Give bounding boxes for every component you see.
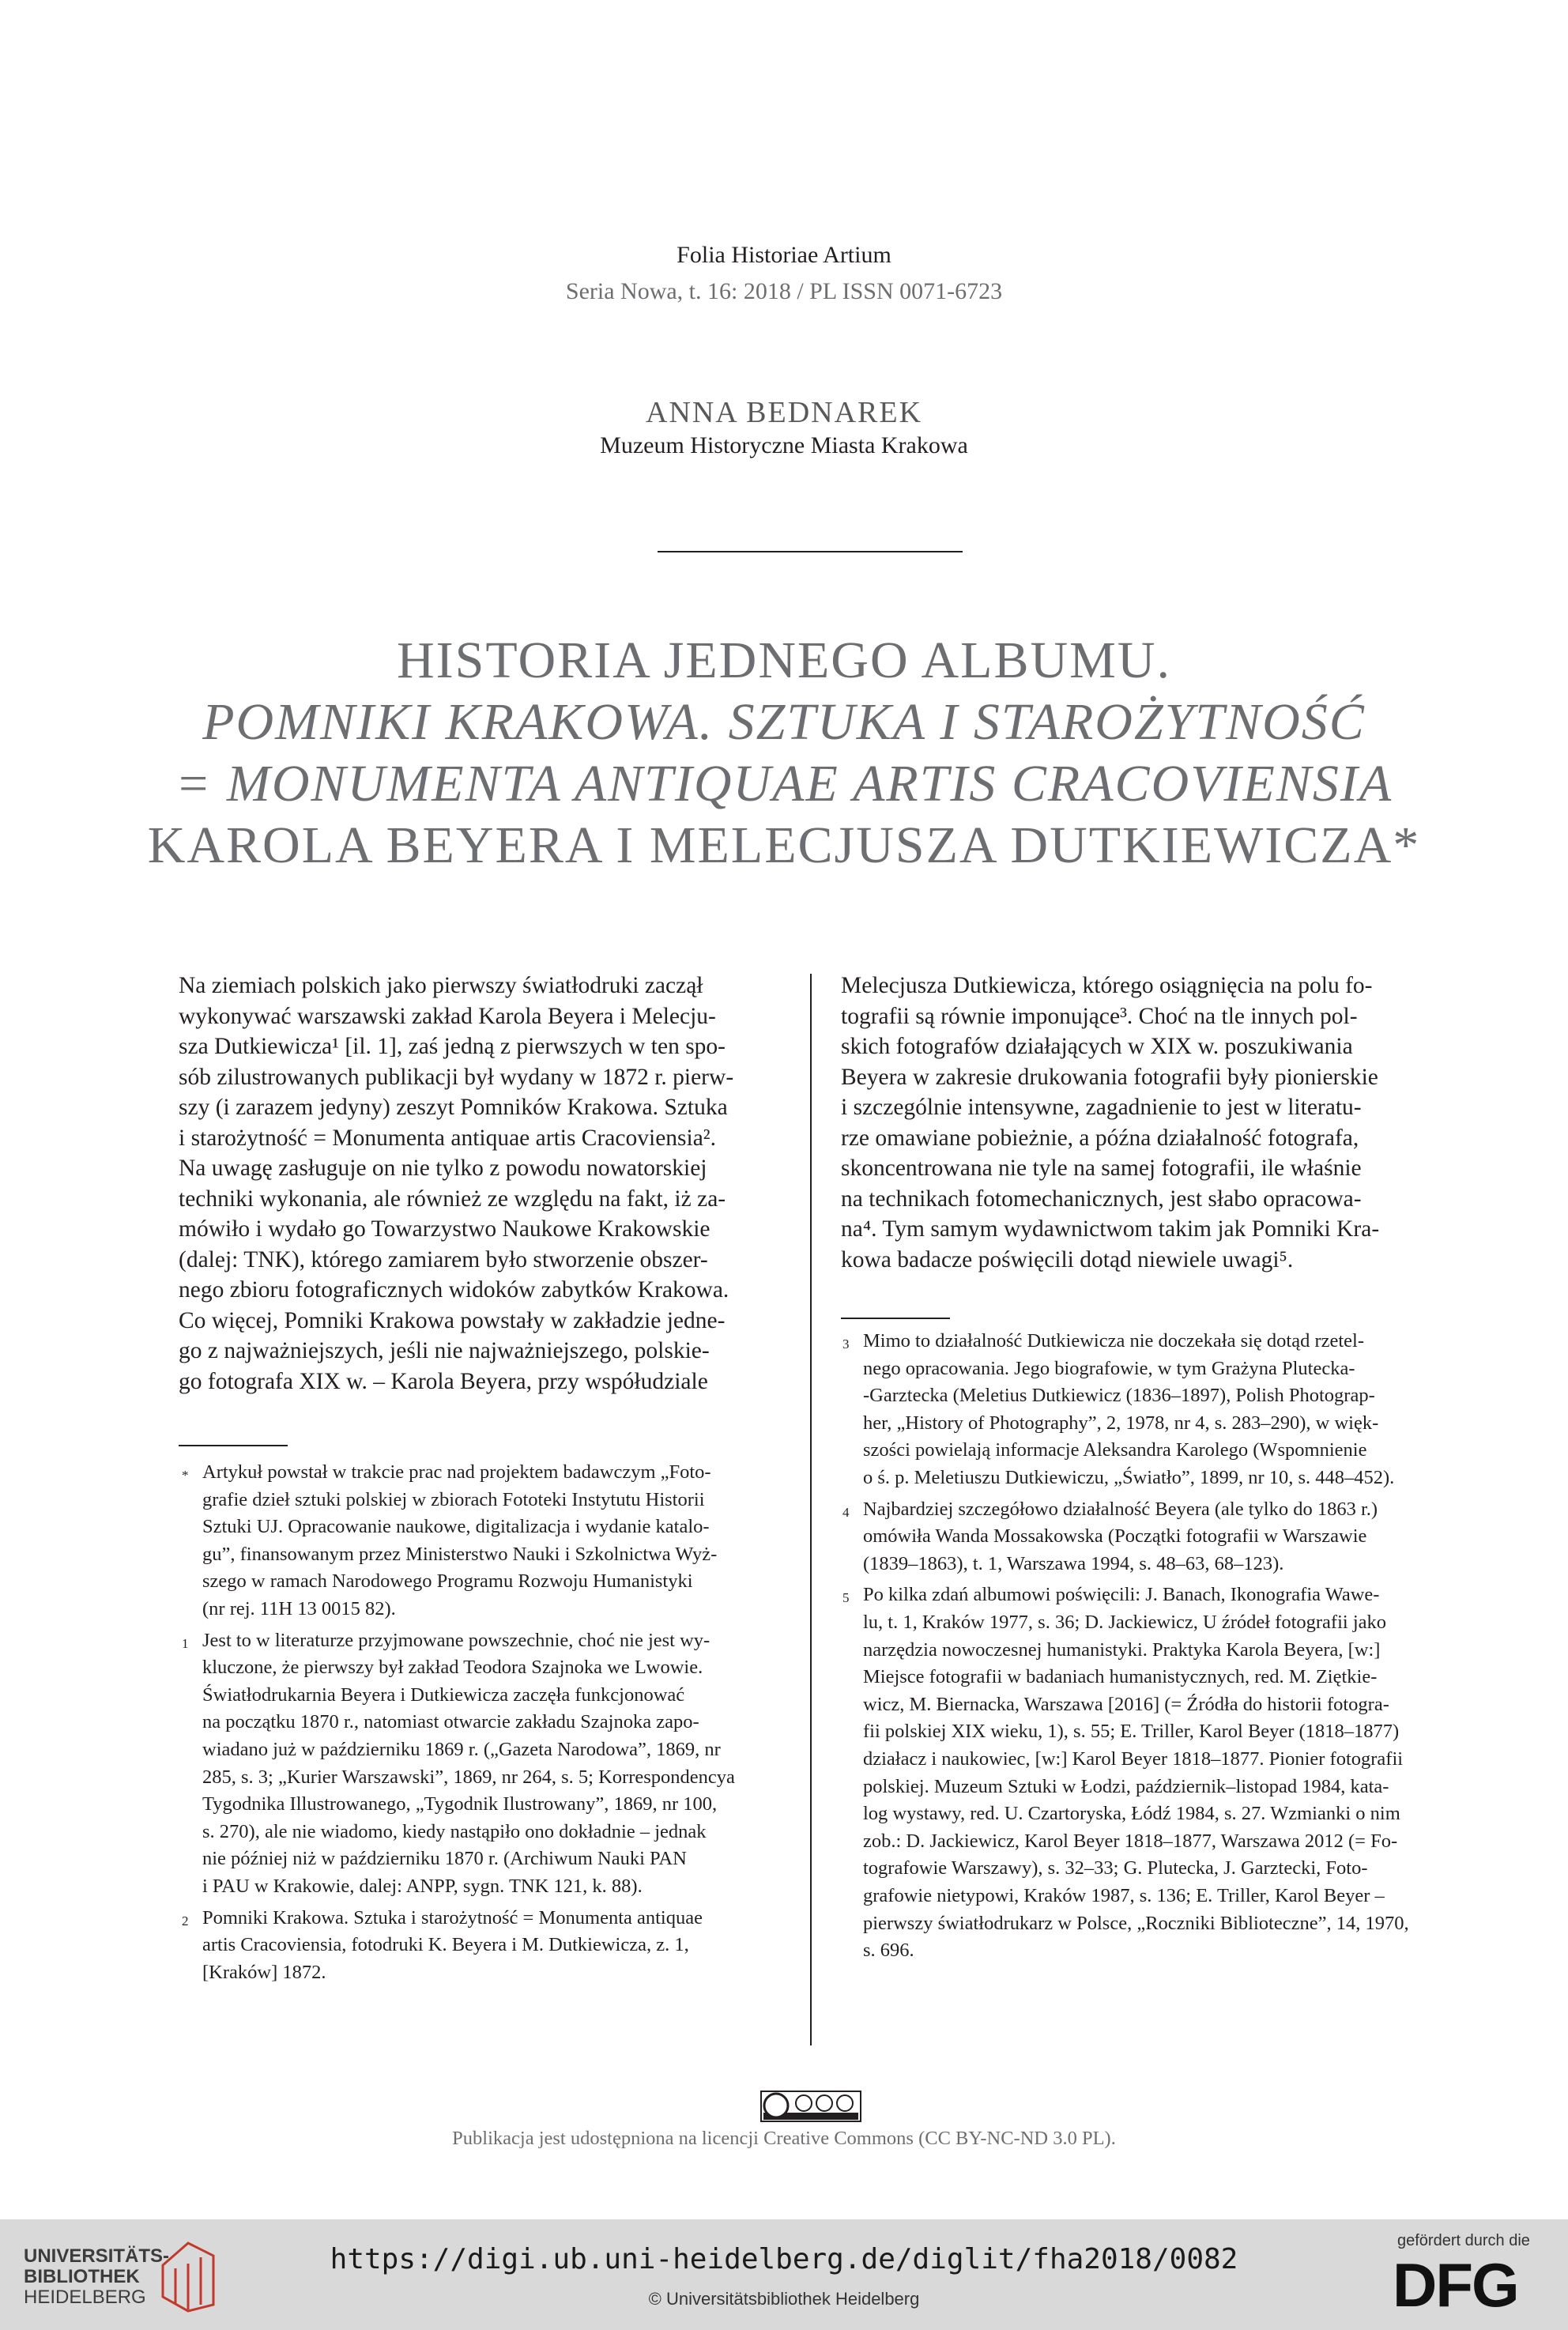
permalink-url[interactable]: https://digi.ub.uni-heidelberg.de/diglit/fha2018/0082 <box>330 2243 1238 2275</box>
footnote-line: polskiej. Muzeum Sztuki w Łodzi, październik–listopad 1984, kata- <box>863 1775 1389 1797</box>
footnote-line: tografowie Warszawy), s. 32–33; G. Plutecka, J. Garztecki, Foto- <box>863 1857 1368 1879</box>
footnote-line: her, „History of Photography”, 2, 1978, nr 4, s. 283–290), w więk- <box>863 1412 1379 1434</box>
footnote-mark: * <box>182 1468 189 1483</box>
footnote-line: (nr rej. 11H 13 0015 82). <box>202 1597 396 1619</box>
library-name-line-1: UNIVERSITÄTS- <box>24 2245 170 2267</box>
journal-name: Folia Historiae Artium <box>677 242 891 268</box>
author-affiliation: Muzeum Historyczne Miasta Krakowa <box>600 432 968 458</box>
article-title-line-3: = MONUMENTA ANTIQUAE ARTIS CRACOVIENSIA <box>175 755 1393 812</box>
footnote-line: i PAU w Krakowie, dalej: ANPP, sygn. TNK 121, k. 88). <box>202 1875 643 1897</box>
footnote-line: Jest to w literaturze przyjmowane powszechnie, choć nie jest wy- <box>202 1629 710 1651</box>
article-title-line-1: HISTORIA JEDNEGO ALBUMU. <box>397 632 1171 689</box>
footnote-line: [Kraków] 1872. <box>202 1961 326 1983</box>
author-name: ANNA BEDNAREK <box>645 396 923 429</box>
footnote-line: Światłodrukarnia Beyera i Dutkiewicza zaczęła funkcjonować <box>202 1683 685 1706</box>
footnote-line: -Garztecka (Meletius Dutkiewicz (1836–1897), Polish Photograp- <box>863 1385 1375 1407</box>
footnote-line: zob.: D. Jackiewicz, Karol Beyer 1818–1877, Warszawa 2012 (= Fo- <box>863 1830 1398 1852</box>
footnote-line: Sztuki UJ. Opracowanie naukowe, digitalizacja i wydanie katalo- <box>202 1516 710 1538</box>
footnote-line: Po kilka zdań albumowi poświęcili: J. Banach, Ikonografia Wawe- <box>863 1584 1380 1606</box>
footnote-line: działacz i naukowiec, [w:] Karol Beyer 1818–1877. Pionier fotografii <box>863 1748 1404 1770</box>
body-text-line: go z najważniejszych, jeśli nie najważniejszego, polskie- <box>179 1338 710 1363</box>
dfg-funding-note: gefördert durch die <box>1397 2232 1530 2249</box>
body-text-line: sób zilustrowanych publikacji był wydany w 1872 r. pierw- <box>179 1064 734 1090</box>
body-text-line: Melecjusza Dutkiewicza, którego osiągnięcia na polu fo- <box>841 973 1373 998</box>
footnote-line: Artykuł powstał w trakcie prac nad projektem badawczym „Foto- <box>202 1461 711 1483</box>
footnote-line: nego opracowania. Jego biografowie, w tym Grażyna Plutecka- <box>863 1357 1355 1379</box>
footnote-line: Najbardziej szczegółowo działalność Beyera (ale tylko do 1863 r.) <box>863 1498 1378 1520</box>
footnote <box>842 1582 1409 1964</box>
footnote-line: wicz, M. Biernacka, Warszawa [2016] (= Źródła do historii fotogra- <box>863 1693 1389 1715</box>
title-divider <box>658 551 963 552</box>
body-text-line: skoncentrowana nie tyle na samej fotografii, ile właśnie <box>841 1156 1362 1181</box>
footnote-line: Tygodnika Illustrowanego, „Tygodnik Ilustrowany”, 1869, nr 100, <box>202 1793 718 1815</box>
footnote-mark: 3 <box>842 1337 850 1352</box>
body-text-line: nego zbioru fotograficznych widoków zabytków Krakowa. <box>179 1277 729 1303</box>
body-text-line: Na ziemiach polskich jako pierwszy światłodruki zaczął <box>179 973 703 998</box>
footnote-line: szości powielają informacje Aleksandra Karolego (Wspomnienie <box>863 1439 1367 1461</box>
body-text-line: techniki wykonania, ale również ze względu na fakt, iż za- <box>179 1186 726 1212</box>
body-text-line: na technikach fotomechanicznych, jest słabo opracowa- <box>841 1186 1362 1212</box>
footnote-line: narzędzia nowoczesnej humanistyki. Praktyka Karola Beyera, [w:] <box>863 1638 1381 1661</box>
footnote-line: omówiła Wanda Mossakowska (Początki fotografii w Warszawie <box>863 1525 1367 1548</box>
body-text-line: wykonywać warszawski zakład Karola Beyera i Melecju- <box>179 1003 716 1029</box>
copyright-notice: © Universitätsbibliothek Heidelberg <box>648 2289 920 2309</box>
library-name-line-2: BIBLIOTHEK <box>24 2266 140 2287</box>
footnote-mark: 4 <box>842 1504 850 1520</box>
footnote-line: 285, s. 3; „Kurier Warszawski”, 1869, nr 264, s. 5; Korrespondencya <box>202 1766 735 1788</box>
footnote-line: (1839–1863), t. 1, Warszawa 1994, s. 48–63, 68–123). <box>863 1552 1284 1574</box>
body-column-left <box>179 971 785 1397</box>
body-text-line: Na uwagę zasługuje on nie tylko z powodu nowatorskiej <box>179 1156 707 1181</box>
footnote-line: wiadano już w październiku 1869 r. („Gazeta Narodowa”, 1869, nr <box>202 1738 721 1760</box>
library-name-line-3: HEIDELBERG <box>24 2287 146 2308</box>
body-text-line: (dalej: TNK), którego zamiarem było stworzenie obszer- <box>179 1246 708 1272</box>
footnote-line: szego w ramach Narodowego Programu Rozwoju Humanistyki <box>202 1570 693 1593</box>
footnote-mark: 2 <box>182 1913 189 1928</box>
footnote-line: log wystawy, red. U. Czartoryska, Łódź 1984, s. 27. Wzmianki o nim <box>863 1803 1400 1825</box>
footnote-line: artis Cracoviensia, fotodruki K. Beyera i M. Dutkiewicza, z. 1, <box>202 1934 689 1956</box>
footnote-line: Mimo to działalność Dutkiewicza nie doczekała się dotąd rzetel- <box>863 1330 1365 1352</box>
body-text-line: skich fotografów działających w XIX w. poszukiwania <box>841 1034 1353 1059</box>
body-text-line: rze omawiane pobieżnie, a późna działalność fotografa, <box>841 1125 1359 1151</box>
body-text-line: szy (i zarazem jedyny) zeszyt Pomników Krakowa. Sztuka <box>179 1095 728 1120</box>
body-text-line: mówiło i wydało go Towarzystwo Naukowe Krakowskie <box>179 1216 710 1242</box>
body-text-line: Beyera w zakresie drukowania fotografii były pionierskie <box>841 1064 1378 1090</box>
footnote-line: o ś. p. Meletiuszu Dutkiewiczu, „Światło”, 1899, nr 10, s. 448–452). <box>863 1466 1395 1488</box>
footnote-line: pierwszy światłodrukarz w Polsce, „Roczniki Biblioteczne”, 14, 1970, <box>863 1912 1409 1934</box>
footnote <box>182 1905 703 1987</box>
footnote-line: fii polskiej XIX wieku, 1), s. 55; E. Triller, Karol Beyer (1818–1877) <box>863 1721 1400 1743</box>
footnote-line: na początku 1870 r., natomiast otwarcie zakładu Szajnoka zapo- <box>202 1711 699 1733</box>
footnote-mark: 5 <box>842 1590 850 1606</box>
body-text-line: na⁴. Tym samym wydawnictwom takim jak Pomniki Kra- <box>841 1216 1380 1242</box>
footnote-line: grafie dzieł sztuki polskiej w zbiorach Fototeki Instytutu Historii <box>202 1488 705 1510</box>
footnote-mark: 1 <box>182 1635 189 1651</box>
footnote <box>182 1459 718 1623</box>
body-text-line: i starożytność = Monumenta antiquae artis Cracoviensia². <box>179 1125 717 1151</box>
license-text: Publikacja jest udostępniona na licencji Creative Commons (CC BY-NC-ND 3.0 PL). <box>452 2128 1116 2149</box>
footnote <box>842 1328 1395 1492</box>
column-divider <box>810 974 812 2045</box>
footnote <box>182 1627 735 1901</box>
footnote-line: s. 270), ale nie wiadomo, kiedy nastąpiło ono dokładnie – jednak <box>202 1820 707 1842</box>
footnote-line: s. 696. <box>863 1940 914 1962</box>
body-text-line: go fotografa XIX w. – Karola Beyera, przy współudziale <box>179 1368 708 1394</box>
footnote-divider-left <box>179 1445 288 1446</box>
dfg-logo[interactable]: DFG <box>1393 2250 1518 2320</box>
footnote-divider-right <box>841 1318 950 1319</box>
article-title-line-2: POMNIKI KRAKOWA. SZTUKA I STAROŻYTNOŚĆ <box>202 693 1366 751</box>
journal-series: Seria Nowa, t. 16: 2018 / PL ISSN 0071-6723 <box>565 278 1003 304</box>
footnote-line: Pomniki Krakowa. Sztuka i starożytność = Monumenta antiquae <box>202 1906 703 1928</box>
footnote-line: grafowie nietypowi, Kraków 1987, s. 136; E. Triller, Karol Beyer – <box>863 1884 1385 1906</box>
creative-commons-icon <box>760 2091 861 2122</box>
body-text-line: tografii są równie imponujące³. Choć na tle innych pol- <box>841 1003 1358 1029</box>
body-text-line: i szczególnie intensywne, zagadnienie to jest w literatu- <box>841 1095 1362 1120</box>
body-text-line: kowa badacze poświęcili dotąd niewiele uwagi⁵. <box>841 1246 1294 1272</box>
article-title-line-4: KAROLA BEYERA I MELECJUSZA DUTKIEWICZA* <box>147 816 1421 874</box>
footnote <box>842 1496 1378 1578</box>
footnote-line: gu”, finansowanym przez Ministerstwo Nauki i Szkolnictwa Wyż- <box>202 1543 718 1565</box>
footnote-line: kluczone, że pierwszy był zakład Teodora Szajnoka we Lwowie. <box>202 1657 703 1679</box>
body-text-line: Co więcej, Pomniki Krakowa powstały w zakładzie jedne- <box>179 1307 726 1333</box>
footnote-line: Miejsce fotografii w badaniach humanistycznych, red. M. Ziętkie- <box>863 1666 1378 1688</box>
footnote-line: lu, t. 1, Kraków 1977, s. 36; D. Jackiewicz, U źródeł fotografii jako <box>863 1611 1387 1633</box>
footnote-line: nie później niż w październiku 1870 r. (Archiwum Nauki PAN <box>202 1848 687 1870</box>
body-text-line: sza Dutkiewicza¹ [il. 1], zaś jedną z pierwszych w ten spo- <box>179 1034 726 1059</box>
body-column-right <box>841 971 1448 1275</box>
